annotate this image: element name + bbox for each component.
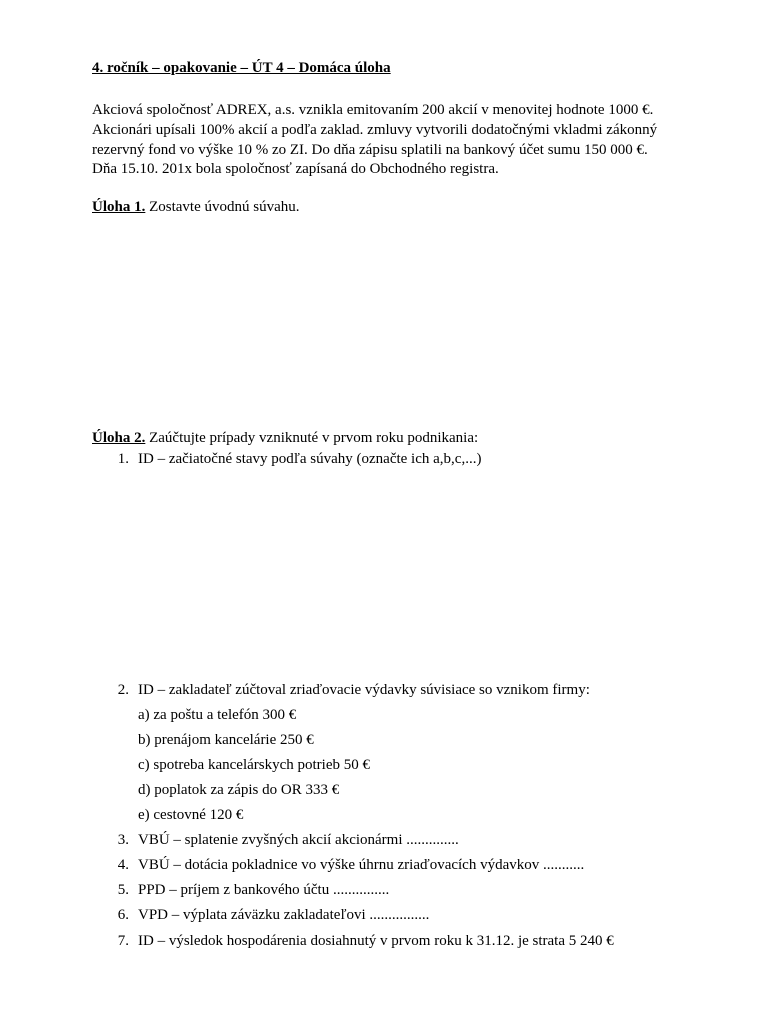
item-number: 7. [117,933,129,949]
intro-line-2: Akcionári upísali 100% akcií a podľa zaklad. zmluvy vytvorili dodatočnými vkladmi zákonný [92,122,658,138]
item-number: 3. [117,832,129,848]
sub-item: d) poplatok za zápis do OR 333 € [138,782,340,798]
item-number: 6. [117,907,129,923]
list-item: ID – zakladateľ zúčtoval zriaďovacie výdavky súvisiace so vznikom firmy: [138,682,590,698]
intro-line-4: Dňa 15.10. 201x bola spoločnosť zapísaná do Obchodného registra. [92,161,499,177]
item-number: 5. [117,882,129,898]
list-item: VBÚ – dotácia pokladnice vo výške úhrnu zriaďovacích výdavkov ........... [138,857,585,873]
list-item: ID – výsledok hospodárenia dosiahnutý v prvom roku k 31.12. je strata 5 240 € [138,933,614,949]
sub-item: e) cestovné 120 € [138,807,244,823]
item-number: 2. [117,682,129,698]
task2-label: Úloha 2. [92,430,146,446]
task1-label: Úloha 1. [92,199,146,215]
sub-item: b) prenájom kancelárie 250 € [138,732,314,748]
document-heading: 4. ročník – opakovanie – ÚT 4 – Domáca úloha [92,60,391,76]
list-item: VBÚ – splatenie zvyšných akcií akcionármi .............. [138,832,459,848]
item-number: 4. [117,857,129,873]
sub-item: c) spotreba kancelárskych potrieb 50 € [138,757,370,773]
item-number: 1. [117,451,129,467]
intro-line-1: Akciová spoločnosť ADREX, a.s. vznikla emitovaním 200 akcií v menovitej hodnote 1000 €. [92,102,654,118]
sub-item: a) za poštu a telefón 300 € [138,707,297,723]
list-item: PPD – príjem z bankového účtu ............... [138,882,390,898]
task2-line [92,429,478,448]
list-item: VPD – výplata záväzku zakladateľovi ................ [138,907,430,923]
task1-line [92,198,300,217]
list-item: ID – začiatočné stavy podľa súvahy (označte ich a,b,c,...) [138,451,482,467]
intro-line-3: rezervný fond vo výške 10 % zo ZI. Do dňa zápisu splatili na bankový účet sumu 150 000 €. [92,142,648,158]
task2-text: Zaúčtujte prípady vzniknuté v prvom roku podnikania: [145,430,479,446]
task1-text: Zostavte úvodnú súvahu. [145,199,300,215]
